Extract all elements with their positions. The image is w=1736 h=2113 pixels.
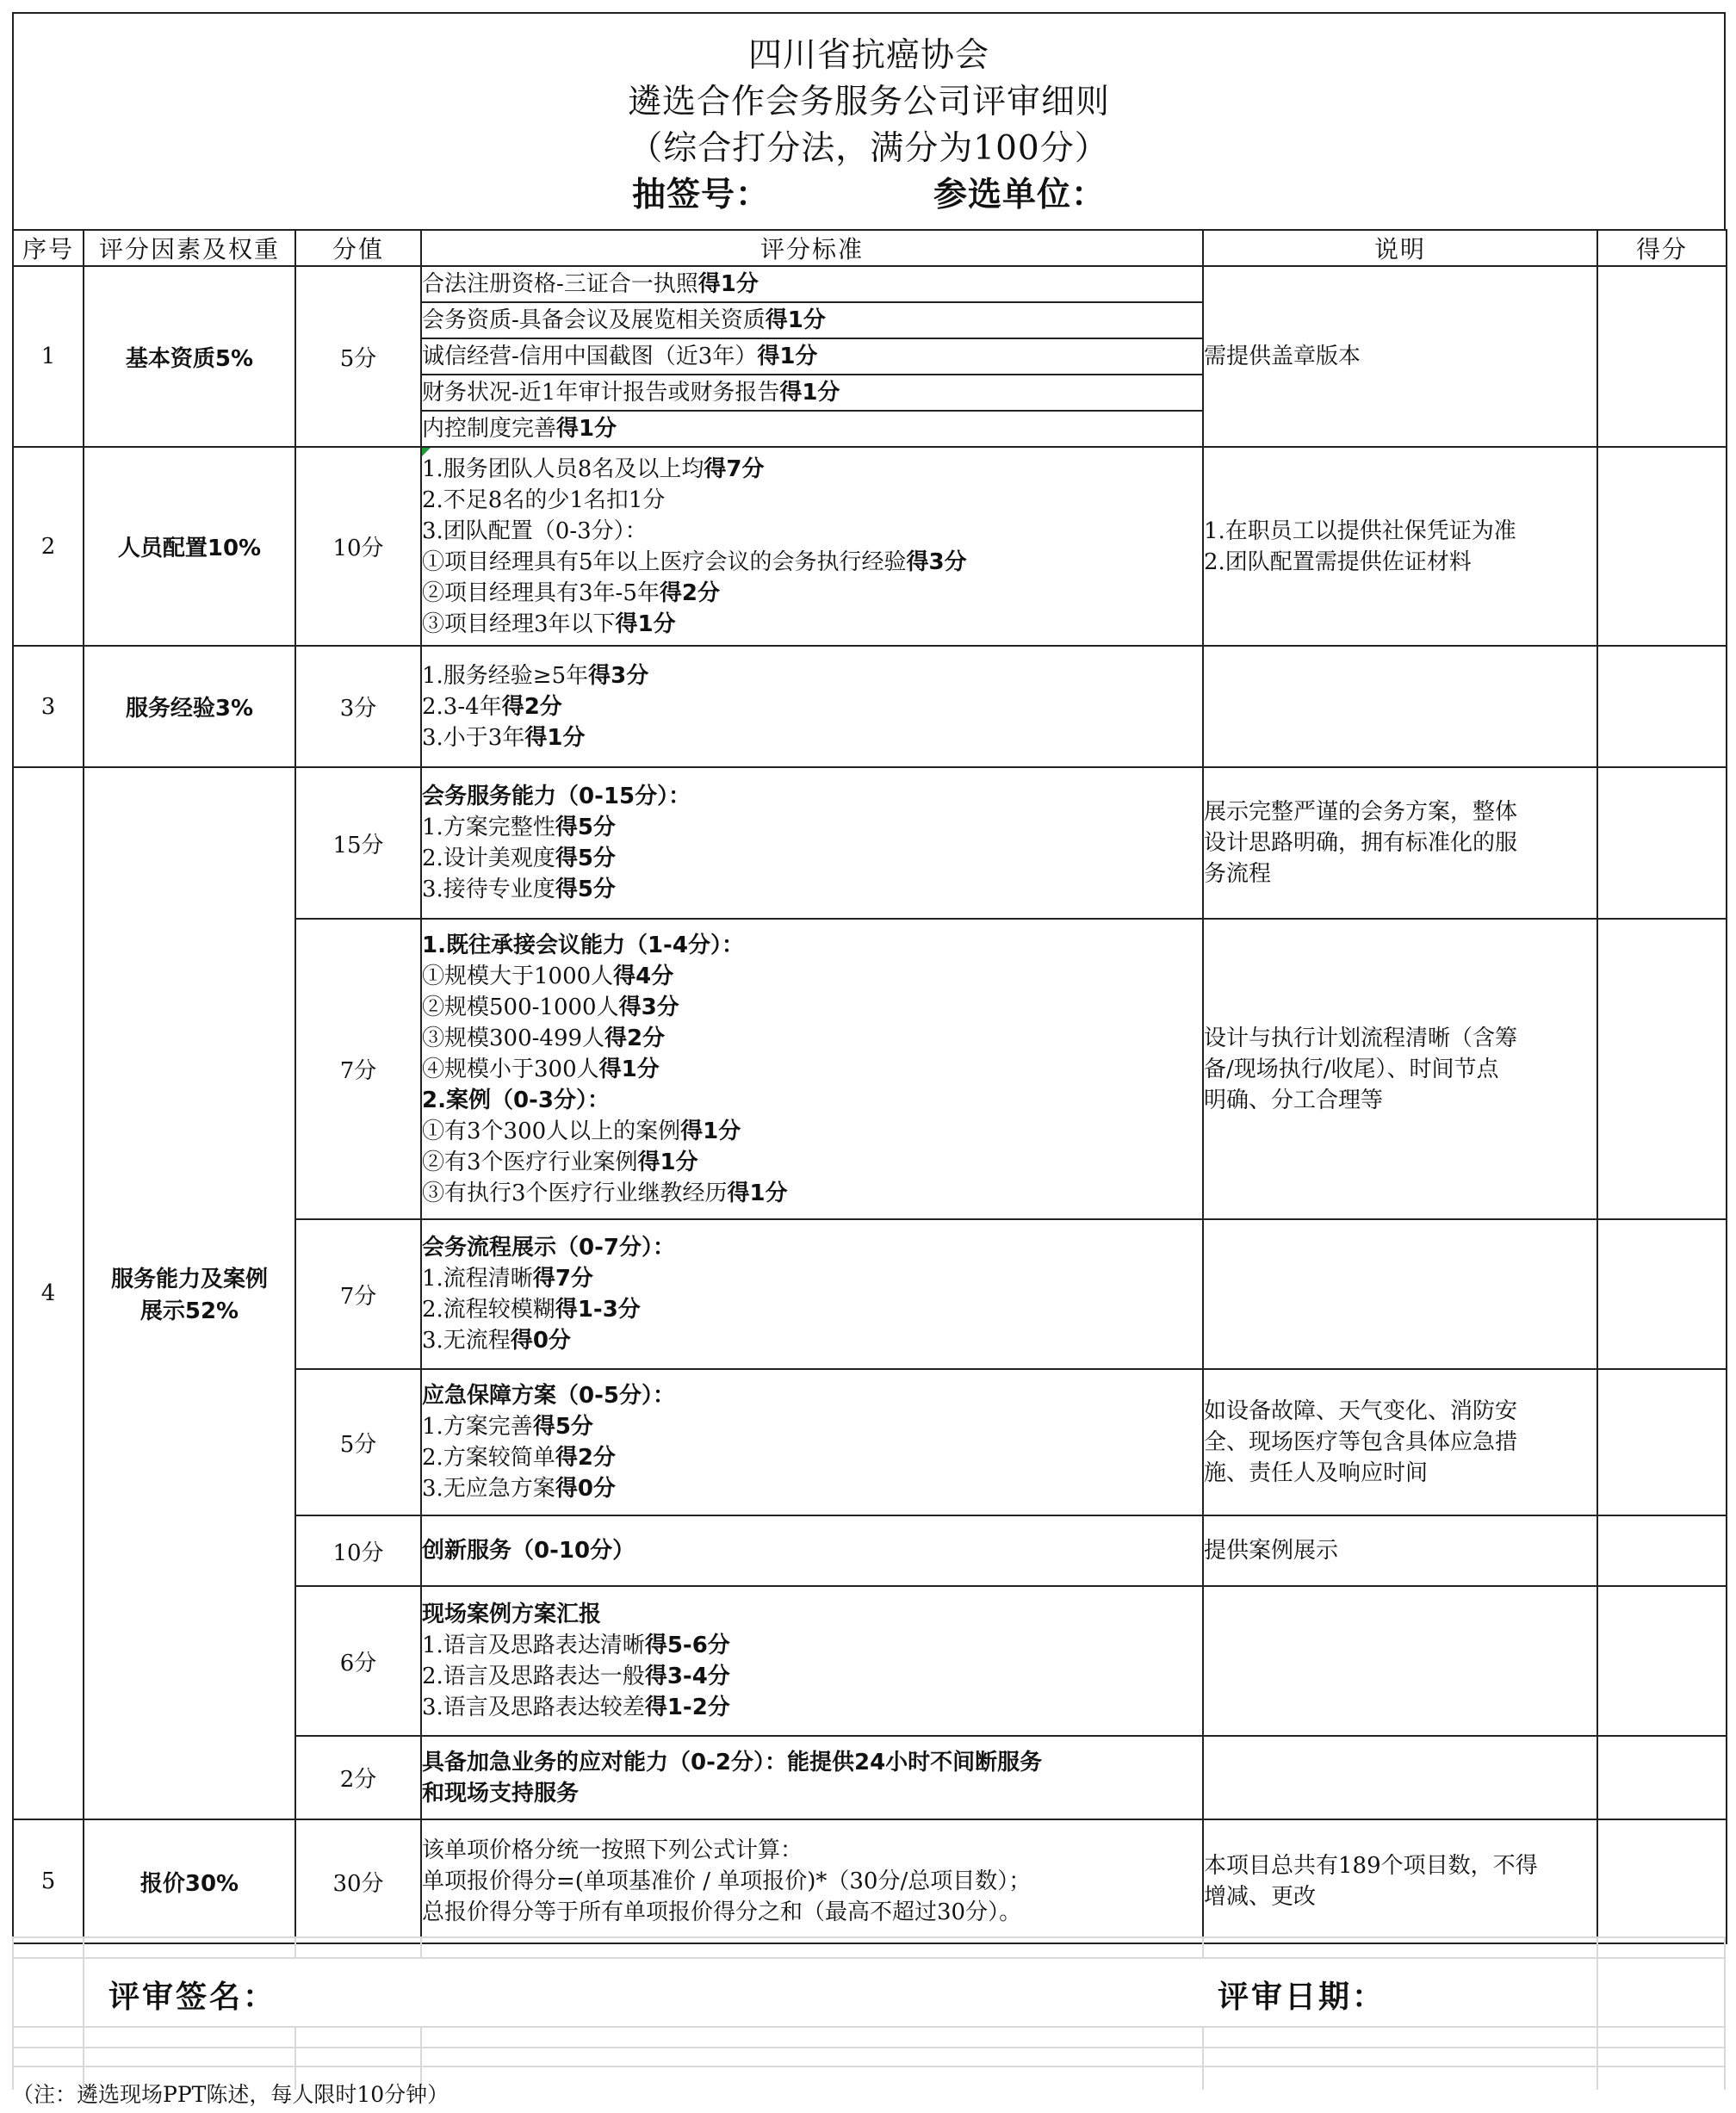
note-cell: 设计与执行计划流程清晰（含筹 备/现场执行/收尾）、时间节点 明确、分工合理等 [1203, 919, 1597, 1219]
criteria-line: 3.语言及思路表达较差得1-2分 [422, 1695, 730, 1720]
criteria-heading: 会务流程展示（0-7分）： [422, 1235, 675, 1261]
criteria-line: 1.方案完整性得5分 [422, 815, 616, 840]
criteria-heading: 应急保障方案（0-5分）： [422, 1383, 675, 1409]
criteria-heading: 会务服务能力（0-15分）： [422, 784, 691, 809]
score-cell: 15分 [295, 767, 421, 919]
header-score: 分值 [295, 230, 421, 266]
criteria-line: 2.方案较简单得2分 [422, 1445, 616, 1471]
criteria-line: ③项目经理3年以下得1分 [422, 610, 676, 637]
criteria-table [12, 229, 1727, 1944]
table-row [13, 767, 1727, 919]
points-cell[interactable] [1597, 1219, 1727, 1369]
criteria-cell [421, 447, 1203, 646]
factor-cell: 基本资质5% [84, 266, 295, 447]
points-cell[interactable] [1597, 1736, 1727, 1819]
criteria-line: ①规模大于1000人得4分 [422, 963, 674, 989]
header-no: 序号 [13, 230, 84, 266]
criteria-cell [421, 1586, 1203, 1736]
criteria-item: 内控制度完善得1分 [422, 416, 617, 442]
criteria-item: 合法注册资格-三证合一执照得1分 [422, 267, 1202, 302]
score-cell: 5分 [295, 266, 421, 447]
points-cell[interactable] [1597, 767, 1727, 919]
criteria-line: 2.流程较模糊得1-3分 [422, 1297, 641, 1323]
review-date-label: 评审日期： [1218, 1980, 1386, 2015]
criteria-cell [421, 1369, 1203, 1515]
criteria-cell [421, 1219, 1203, 1369]
draw-unit-line [632, 172, 1106, 219]
title-block [12, 12, 1726, 229]
scoring-method: （综合打分法，满分为100分） [629, 129, 1109, 168]
row-number: 4 [13, 767, 84, 1819]
points-cell[interactable] [1597, 447, 1727, 646]
row-number: 5 [13, 1819, 84, 1943]
criteria-item: 诚信经营-信用中国截图（近3年）得1分 [422, 338, 1202, 375]
grid-line [1724, 1936, 1726, 2090]
header-criteria: 评分标准 [421, 230, 1203, 266]
criteria-cell [421, 919, 1203, 1219]
criteria-line: 2.不足8名的少1名扣1分 [422, 486, 666, 513]
draw-number-label: 抽签号： [631, 176, 770, 214]
note-cell: 需提供盖章版本 [1203, 266, 1597, 447]
criteria-line: ③规模300-499人得2分 [422, 1025, 666, 1051]
score-cell: 10分 [295, 1515, 421, 1586]
reviewer-signature-label: 评审签名： [108, 1980, 277, 2015]
note-cell [1203, 646, 1597, 767]
criteria-cell [421, 767, 1203, 919]
factor-cell: 人员配置10% [84, 447, 295, 646]
criteria-line: 总报价得分等于所有单项报价得分之和（最高不超过30分）。 [422, 1899, 1022, 1925]
factor-cell: 服务经验3% [84, 646, 295, 767]
criteria-line: ④规模小于300人得1分 [422, 1056, 660, 1082]
evaluation-sheet [12, 12, 1726, 2015]
header-points: 得分 [1597, 230, 1727, 266]
criteria-cell [421, 1819, 1203, 1943]
criteria-heading: 2.案例（0-3分）： [422, 1087, 610, 1113]
score-cell: 10分 [295, 447, 421, 646]
score-cell: 2分 [295, 1736, 421, 1819]
criteria-cell [421, 1515, 1203, 1586]
points-cell[interactable] [1597, 919, 1727, 1219]
criteria-cell [421, 266, 1203, 447]
score-cell: 5分 [295, 1369, 421, 1515]
criteria-heading: 现场案例方案汇报 [422, 1602, 602, 1627]
criteria-line: 3.无流程得0分 [422, 1328, 571, 1354]
criteria-line: 1.流程清晰得7分 [422, 1266, 593, 1292]
note-cell [1203, 1219, 1597, 1369]
org-title: 四川省抗癌协会 [747, 36, 989, 75]
criteria-line: 3.团队配置（0-3分）： [422, 517, 648, 544]
score-cell: 6分 [295, 1586, 421, 1736]
criteria-line: ③有执行3个医疗行业继教经历得1分 [422, 1180, 788, 1206]
grid-line [12, 2026, 1726, 2028]
doc-title: 遴选合作会务服务公司评审细则 [627, 83, 1110, 121]
factor-cell: 报价30% [84, 1819, 295, 1943]
note-cell [1203, 1586, 1597, 1736]
grid-line [12, 1936, 1726, 1938]
header-row [13, 230, 1727, 266]
criteria-line: 2.语言及思路表达一般得3-4分 [422, 1664, 730, 1689]
criteria-line: 2.设计美观度得5分 [422, 846, 616, 871]
footer-note: （注：遴选现场PPT陈述，每人限时10分钟） [12, 2082, 450, 2107]
criteria-line: ①有3个300人以上的案例得1分 [422, 1118, 741, 1144]
participant-label: 参选单位： [933, 176, 1107, 214]
note-cell: 如设备故障、天气变化、消防安 全、现场医疗等包含具体应急措 施、责任人及响应时间 [1203, 1369, 1597, 1515]
score-cell: 7分 [295, 1219, 421, 1369]
points-cell[interactable] [1597, 1369, 1727, 1515]
score-cell: 3分 [295, 646, 421, 767]
note-cell: 1.在职员工以提供社保凭证为准 2.团队配置需提供佐证材料 [1203, 447, 1597, 646]
criteria-line: ②规模500-1000人得3分 [422, 994, 679, 1020]
table-row [13, 646, 1727, 767]
criteria-line: 3.接待专业度得5分 [422, 877, 616, 902]
score-cell: 7分 [295, 919, 421, 1219]
criteria-heading: 创新服务（0-10分） [422, 1538, 636, 1564]
note-cell: 提供案例展示 [1203, 1515, 1597, 1586]
points-cell[interactable] [1597, 646, 1727, 767]
factor-cell: 服务能力及案例 展示52% [84, 767, 295, 1819]
header-note: 说明 [1203, 230, 1597, 266]
row-number: 2 [13, 447, 84, 646]
criteria-line: ①项目经理具有5年以上医疗会议的会务执行经验得3分 [422, 548, 967, 575]
note-cell [1203, 1736, 1597, 1819]
grid-line [12, 2066, 1726, 2067]
points-cell[interactable] [1597, 266, 1727, 447]
note-cell: 本项目总共有189个项目数，不得 增减、更改 [1203, 1819, 1597, 1943]
header-factor: 评分因素及权重 [84, 230, 295, 266]
table-row [13, 447, 1727, 646]
grid-line [12, 2047, 1726, 2048]
table-row [13, 1819, 1727, 1943]
row-number: 3 [13, 646, 84, 767]
grid-line [12, 1936, 14, 2090]
criteria-line: 该单项价格分统一按照下列公式计算： [422, 1837, 803, 1863]
points-cell[interactable] [1597, 1586, 1727, 1736]
grid-line [1596, 1936, 1598, 2090]
criteria-line: 1.服务团队人员8名及以上均得7分 [422, 455, 765, 482]
criteria-cell [421, 646, 1203, 767]
criteria-line: 3.小于3年得1分 [422, 724, 586, 751]
criteria-item: 会务资质-具备会议及展览相关资质得1分 [422, 302, 1202, 338]
criteria-cell: 具备加急业务的应对能力（0-2分）：能提供24小时不间断服务 和现场支持服务 [421, 1736, 1203, 1819]
points-cell[interactable] [1597, 1515, 1727, 1586]
row-number: 1 [13, 266, 84, 447]
criteria-heading: 1.既往承接会议能力（1-4分）： [422, 932, 744, 958]
comment-marker-icon [422, 448, 431, 456]
criteria-line: 3.无应急方案得0分 [422, 1476, 616, 1502]
criteria-line: 1.语言及思路表达清晰得5-6分 [422, 1633, 730, 1658]
table-row [13, 266, 1727, 447]
criteria-line: 1.方案完善得5分 [422, 1414, 593, 1440]
points-cell[interactable] [1597, 1819, 1727, 1943]
criteria-line: 单项报价得分=(单项基准价 / 单项报价)*（30分/总项目数）； [422, 1868, 1032, 1894]
criteria-line: 2.3-4年得2分 [422, 693, 562, 720]
criteria-line: ②项目经理具有3年-5年得2分 [422, 579, 720, 606]
signature-area [12, 1936, 1726, 2090]
note-cell: 展示完整严谨的会务方案，整体 设计思路明确，拥有标准化的服 务流程 [1203, 767, 1597, 919]
criteria-item: 财务状况-近1年审计报告或财务报告得1分 [422, 375, 1202, 411]
criteria-line: ②有3个医疗行业案例得1分 [422, 1149, 698, 1175]
criteria-line: 1.服务经验≥5年得3分 [422, 662, 649, 689]
score-cell: 30分 [295, 1819, 421, 1943]
